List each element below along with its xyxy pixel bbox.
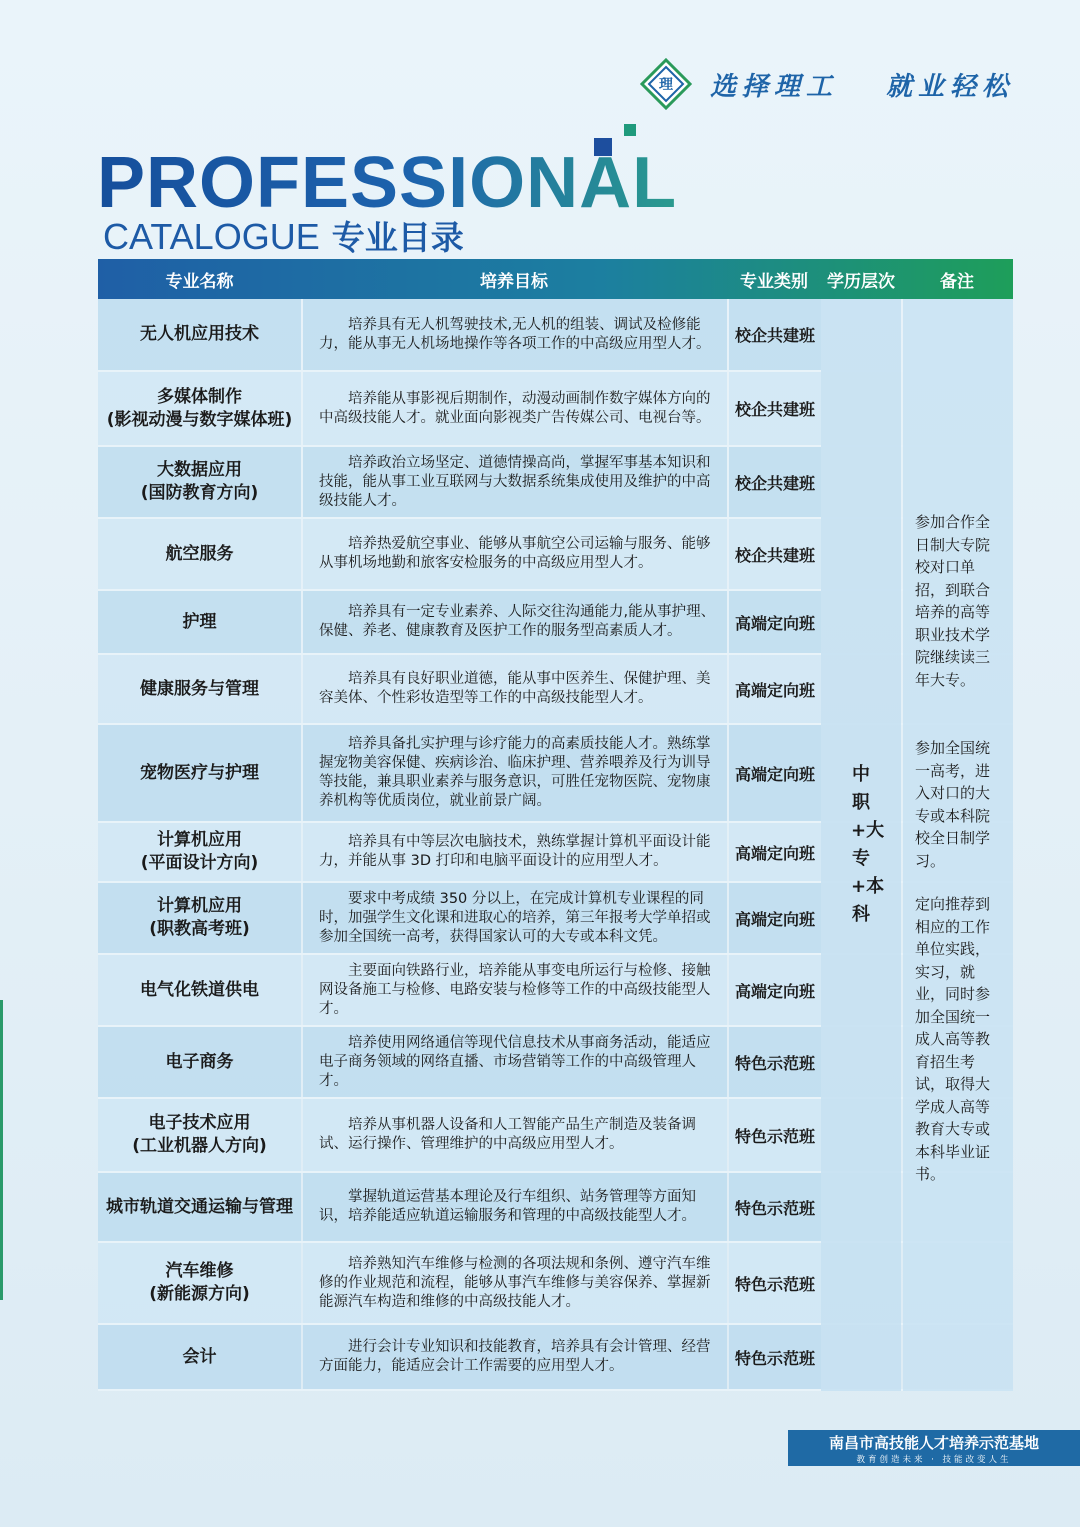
major-type: 高端定向班 [729, 955, 821, 1025]
slogan-right: 就业轻松 [886, 71, 1015, 102]
note-column [903, 299, 1013, 1391]
major-goal [303, 1099, 727, 1171]
major-goal-text: 进行会计专业知识和技能教育，培养具有会计管理、经营方面能力，能适应会计工作需要的应用型人才。 [319, 1339, 711, 1374]
major-goal [303, 955, 727, 1025]
note-3: 定向推荐到相应的工作单位实践，实习，就业，同时参加全国统一成人高等教育招生考试，取得大学成人高等教育大专或本科毕业证书。 [915, 895, 991, 1183]
major-type: 特色示范班 [729, 1243, 821, 1323]
major-name: 护理 [98, 591, 301, 653]
major-name: 宠物医疗与护理 [98, 725, 301, 821]
major-name: 多媒体制作 (影视动漫与数字媒体班) [98, 372, 301, 445]
decor-square [624, 124, 636, 136]
major-type: 特色示范班 [729, 1173, 821, 1241]
major-goal-text: 培养使用网络通信等现代信息技术从事商务活动，能适应电子商务领域的网络直播、市场营销等工作的中高级管理人才。 [319, 1034, 711, 1089]
major-name: 电气化铁道供电 [98, 955, 301, 1025]
major-goal-text: 掌握轨道运营基本理论及行车组织、站务管理等方面知识，培养能适应轨道运输服务和管理的中高级技能型人才。 [319, 1189, 696, 1224]
major-goal [303, 725, 727, 821]
major-type: 校企共建班 [729, 519, 821, 589]
major-name: 电子商务 [98, 1027, 301, 1097]
major-goal [303, 447, 727, 517]
header-name: 专业名称 [165, 271, 234, 292]
header-goal: 培养目标 [480, 271, 548, 292]
major-type: 校企共建班 [729, 299, 821, 370]
major-goal-text: 培养具备扎实护理与诊疗能力的高素质技能人才。熟练掌握宠物美容保健、疾病诊治、临床护理、营养喂养及行为训导等技能，兼具职业素养与服务意识，可胜任宠物医院、宠物康养机构等优质岗位，就业前景广阔。 [319, 736, 711, 809]
level-column [821, 299, 901, 1391]
table-header [98, 259, 1013, 299]
major-goal-text: 培养政治立场坚定、道德情操高尚，掌握军事基本知识和技能，能从事工业互联网与大数据系统集成使用及维护的中高级技能人才。 [319, 454, 711, 509]
page-title: PROFESSIONAL [97, 143, 678, 223]
slogan-bar [640, 58, 1014, 110]
major-name: 会计 [98, 1325, 301, 1389]
level-text: 中职+大专+本科 [851, 764, 885, 925]
major-goal-text: 培养具有一定专业素养、人际交往沟通能力,能从事护理、保健、养老、健康教育及医护工作的服务型高素质人才。 [319, 604, 716, 639]
major-goal [303, 823, 727, 881]
header-note: 备注 [940, 271, 974, 292]
major-type: 校企共建班 [729, 447, 821, 517]
major-goal-text: 培养熟知汽车维修与检测的各项法规和条例、遵守汽车维修的作业规范和流程，能够从事汽车维修与美容保养、掌握新能源汽车构造和维修的中高级技能人才。 [319, 1255, 711, 1310]
note-2: 参加全国统一高考，进入对口的大专或本科院校全日制学习。 [915, 739, 991, 870]
major-goal-text: 培养能从事影视后期制作，动漫动画制作数字媒体方向的中高级技能人才。就业面向影视类广告传媒公司、电视台等。 [319, 390, 711, 426]
major-goal-text: 培养热爱航空事业、能够从事航空公司运输与服务、能够从事机场地勤和旅客安检服务的中高级应用型人才。 [319, 536, 711, 571]
major-goal-text: 培养具有中等层次电脑技术，熟练掌握计算机平面设计能力，并能从事 3D 打印和电脑平面设计的应用型人才。 [319, 834, 711, 869]
major-type: 特色示范班 [729, 1099, 821, 1171]
subtitle-en: CATALOGUE [103, 216, 320, 257]
major-goal [303, 1325, 727, 1389]
major-goal-text: 培养具有良好职业道德，能从事中医养生、保健护理、美容美体、个性彩妆造型等工作的中高级技能型人才。 [319, 671, 711, 706]
major-type: 特色示范班 [729, 1325, 821, 1389]
major-type: 校企共建班 [729, 372, 821, 445]
left-edge-bar [0, 1000, 3, 1300]
major-goal-text: 要求中考成绩 350 分以上，在完成计算机专业课程的同时，加强学生文化课和进取心的培养，第三年报考大学单招或参加全国统一高考，获得国家认可的大专或本科文凭。 [319, 890, 711, 945]
header-level: 学历层次 [827, 271, 895, 292]
major-type: 高端定向班 [729, 591, 821, 653]
major-goal [303, 1027, 727, 1097]
major-type: 高端定向班 [729, 725, 821, 821]
svg-text:理: 理 [659, 77, 673, 93]
catalogue-table [98, 259, 1013, 1391]
major-goal [303, 299, 727, 370]
page-subtitle [103, 212, 464, 259]
major-name: 无人机应用技术 [98, 299, 301, 370]
major-type: 高端定向班 [729, 823, 821, 881]
subtitle-cn: 专业目录 [331, 218, 464, 257]
major-goal [303, 655, 727, 723]
major-name: 汽车维修 (新能源方向) [98, 1243, 301, 1323]
major-name: 计算机应用 (职教高考班) [98, 883, 301, 953]
major-name: 计算机应用 (平面设计方向) [98, 823, 301, 881]
major-name: 城市轨道交通运输与管理 [98, 1173, 301, 1241]
note-1: 参加合作全日制大专院校对口单招，到联合培养的高等职业技术学院继续读三年大专。 [915, 513, 991, 689]
major-goal-text: 培养具有无人机驾驶技术,无人机的组装、调试及检修能力，能从事无人机场地操作等各项工作的中高级应用型人才。 [319, 316, 711, 352]
major-goal-text: 主要面向铁路行业，培养能从事变电所运行与检修、接触网设备施工与检修、电路安装与检修等工作的中高级技能型人才。 [319, 962, 711, 1017]
slogan-left: 选择理工 [710, 71, 839, 102]
major-goal [303, 591, 727, 653]
major-type: 高端定向班 [729, 883, 821, 953]
header-type: 专业类别 [740, 271, 808, 292]
major-type: 高端定向班 [729, 655, 821, 723]
footer-banner [788, 1430, 1080, 1466]
major-name: 电子技术应用 (工业机器人方向) [98, 1099, 301, 1171]
major-goal [303, 519, 727, 589]
major-name: 航空服务 [98, 519, 301, 589]
footer-motto: 教育创造未来 · 技能改变人生 [856, 1455, 1012, 1465]
major-goal-text: 培养从事机器人设备和人工智能产品生产制造及装备调试、运行操作、管理维护的中高级应用型人才。 [319, 1117, 696, 1152]
major-goal [303, 1243, 727, 1323]
major-type: 特色示范班 [729, 1027, 821, 1097]
school-logo-icon [640, 58, 692, 110]
major-name: 大数据应用 (国防教育方向) [98, 447, 301, 517]
major-goal [303, 883, 727, 953]
major-goal [303, 372, 727, 445]
major-name: 健康服务与管理 [98, 655, 301, 723]
major-goal [303, 1173, 727, 1241]
footer-title: 南昌市高技能人才培养示范基地 [828, 1434, 1039, 1452]
